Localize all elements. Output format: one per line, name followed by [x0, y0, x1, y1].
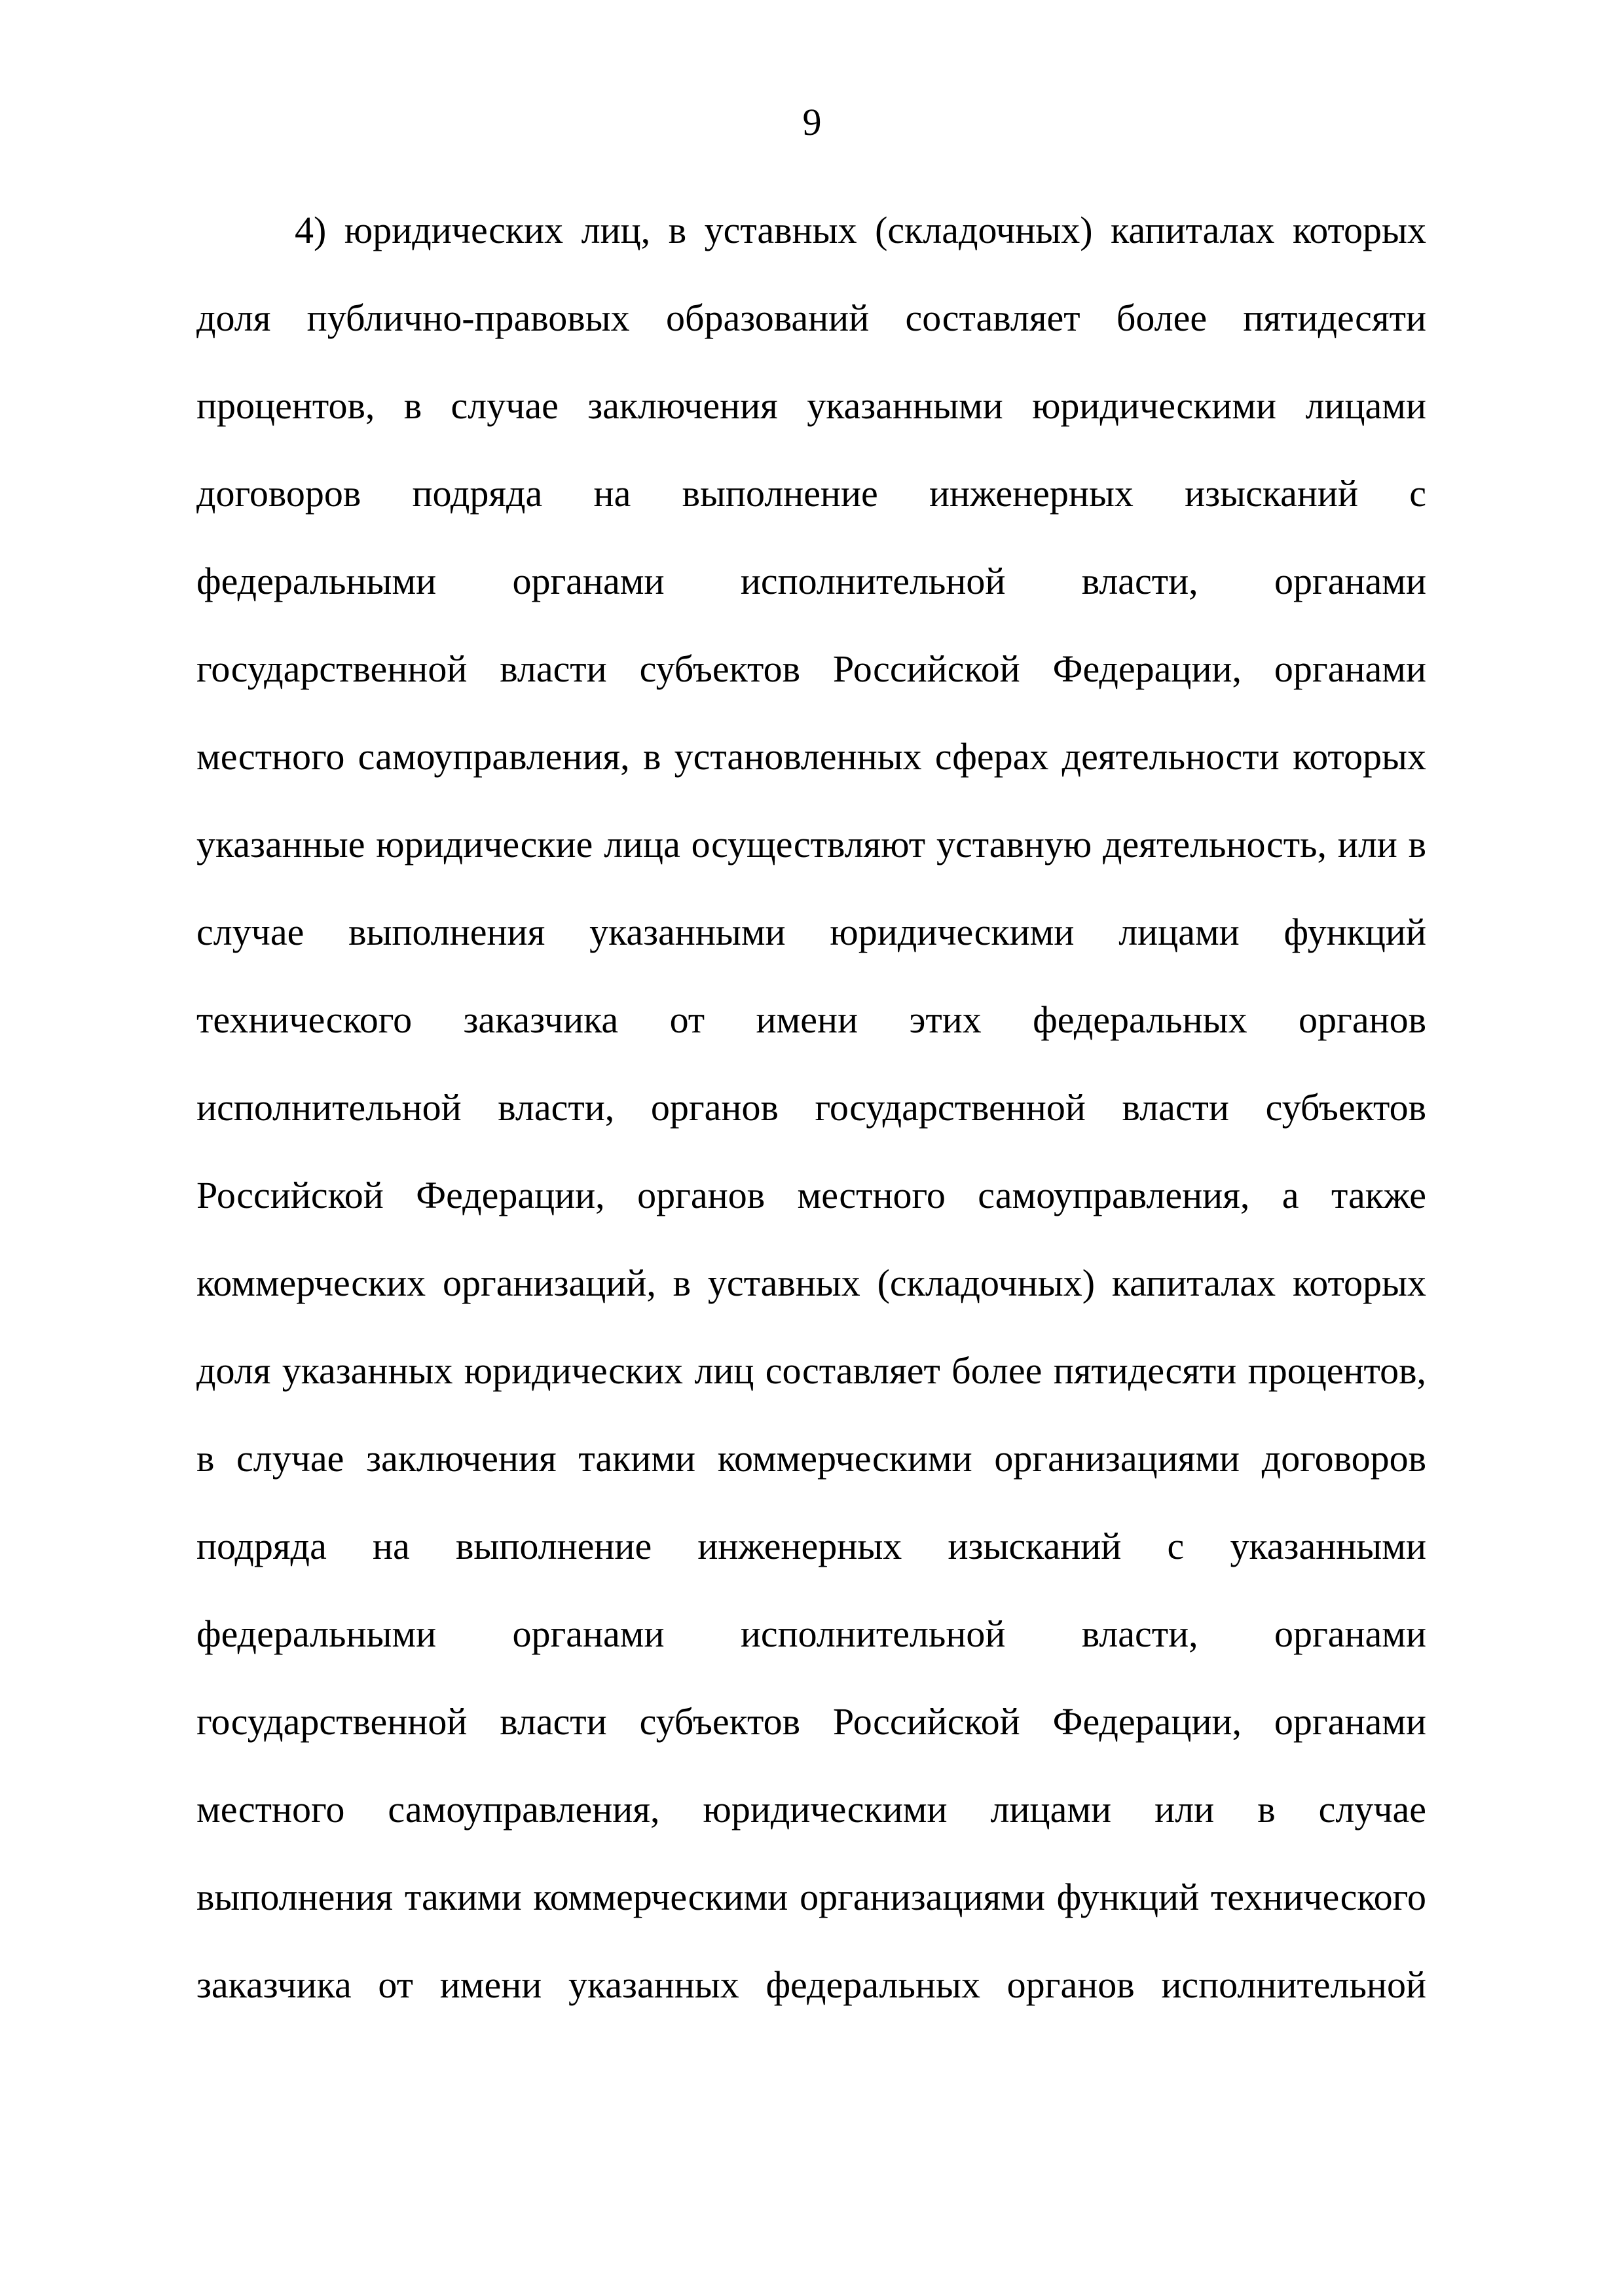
- text-line: коммерческих организаций, в уставных (складочных) капиталах которых: [196, 1262, 1426, 1304]
- text-line: 4) юридических лиц, в уставных (складочных) капиталах которых: [295, 209, 1426, 251]
- text-line: государственной власти субъектов Российской Федерации, органами: [196, 647, 1426, 690]
- text-line: технического заказчика от имени этих федеральных органов: [196, 998, 1426, 1041]
- text-line: в случае заключения такими коммерческими организациями договоров: [196, 1437, 1426, 1480]
- text-line: случае выполнения указанными юридическими лицами функций: [196, 911, 1426, 953]
- text-line: доля указанных юридических лиц составляет более пятидесяти процентов,: [196, 1349, 1426, 1392]
- text-line: договоров подряда на выполнение инженерных изысканий с: [196, 472, 1426, 515]
- text-line: исполнительной власти, органов государственной власти субъектов: [196, 1086, 1426, 1129]
- page-number: 9: [802, 101, 822, 143]
- text-line: государственной власти субъектов Российской Федерации, органами: [196, 1700, 1426, 1743]
- text-line: местного самоуправления, юридическими лицами или в случае: [196, 1788, 1426, 1831]
- text-line: подряда на выполнение инженерных изысканий с указанными: [196, 1525, 1426, 1567]
- text-line: заказчика от имени указанных федеральных органов исполнительной: [196, 1963, 1426, 2006]
- paragraph-item-4: [196, 187, 1426, 2029]
- text-line: доля публично-правовых образований составляет более пятидесяти: [196, 297, 1426, 339]
- text-line: федеральными органами исполнительной власти, органами: [196, 1613, 1426, 1655]
- text-line: процентов, в случае заключения указанными юридическими лицами: [196, 384, 1426, 427]
- text-line: федеральными органами исполнительной власти, органами: [196, 560, 1426, 602]
- text-line: местного самоуправления, в установленных сферах деятельности которых: [196, 735, 1426, 778]
- text-line: выполнения такими коммерческими организациями функций технического: [196, 1876, 1426, 1918]
- text-line: указанные юридические лица осуществляют уставную деятельность, или в: [196, 823, 1426, 866]
- text-line: Российской Федерации, органов местного самоуправления, а также: [196, 1174, 1426, 1216]
